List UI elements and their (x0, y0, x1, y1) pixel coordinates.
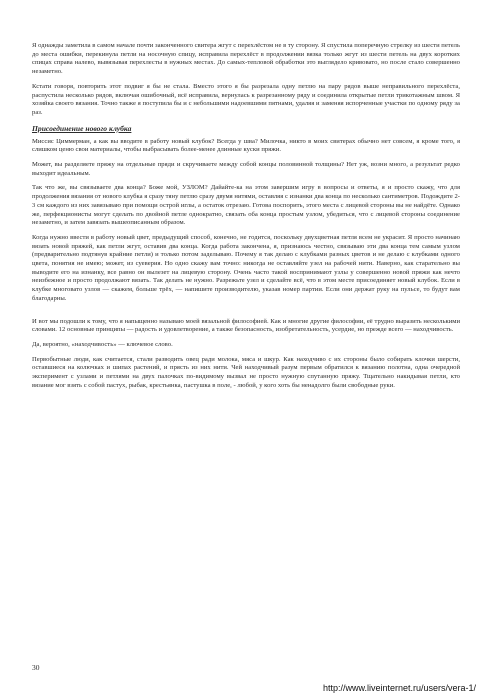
watermark-url: http://www.liveinternet.ru/users/vera-1/ (322, 683, 476, 693)
paragraph: Я однажды заметила в самом начале почти законченного свитера жгут с перехлёстом не в ту сторону. Я спустила поперечную стрелку из шести петель до места ошибки, перекинула петли на носочную спицу, исправила перехлёст в продолжении вязка только жгут из шести петель на двух коротких спицах справа налево, вывязывая перехлесты в нужных местах. До самых-тепловой обработки это выглядело кривовато, но после стало совершенно незаметно. (32, 42, 460, 76)
page-content (32, 42, 460, 397)
paragraph: Может, вы разделяете пряжу на отдельные пряди и скручиваете между собой концы половинной толщины? Нет уж, возни много, а результат редко выходит идеальным. (32, 161, 460, 177)
paragraph: Кстати говоря, повторить этот подвиг я бы не стала. Вместо этого я бы разрезала одну петлю на пару рядов выше неправильного перехлёста, распустила несколько рядов, включая ошибочный, всё исправила, вернулась к разрезанному ряду и соединила открытые петли трикотажным швом. Я хозяйка своего вязания. Точно также я поступила бы и с небольшими надоевшими пятнами, удаляя и заменяя испорченные участки по одному ряду за раз. (32, 82, 460, 116)
section-heading: Присоединение нового клубка (32, 123, 132, 133)
paragraph: Первобытные люди, как считается, стали разводить овец ради молока, мяса и шкур. Как находчиво с их стороны было собирать клочки шерсти, оставшиеся на колючках и шипах растений, и прясть из них нити. Чей находчивый разум первым обратился к вязанию полотна, одна очередной эксперимент с узлами и петлями на двух палочках по-видимому вызвал не просто нужную спутанную пряжу. Тщательно накидывая петли, кто вязание мог взять с собой пастух, рыбак, крестьянка, пастушка в поле, - любой, у кого хоть бы ненадолго были свободные руки. (32, 355, 460, 389)
paragraph: Миссис Циммерман, а как вы вводите в работу новый клубок? Всегда у шва? Милочка, никто в моих свитерах обычно нет совсем, я кроме того, я слишком ценю свои материалы, чтобы выбрасывать более-менее длинные куски пряжи. (32, 137, 460, 154)
paragraph: Когда нужно ввести в работу новый цвет, предыдущий способ, конечно, не годится, поскольку двухцветная петля всем не украсит. Я просто начинаю вязать новой пряжей, как петли жгут, оставив два конца. Когда работа закончена, я, признаюсь честно, связываю эти два конца тем самым узлом (предварительно подтянув крайние петли) и только потом заделываю. Почему я так делаю с клубками разных цветов и не делаю с клубками одного цвета, понятия не имею; может, из суеверия. Но одно скажу вам точно: никогда не оставляйте узел на рабочей нити. Наверно, как старательно вы выводите его на изнанку, все равно он вылезет на лицевую сторону. Очень часто такой воспринимают узлы у совершенно новой пряжи как нечто неизбежное и просто продолжают вязать. Так делать не нужно. Разрежьте узел и сделайте всё, что в этом месте присоединяет новый клубок. Если в клубке многовато узлов — скажем, больше трёх, — напишите производителю, указав номер партии. Если они держат руку на пульсе, то будут вам благодарны. (32, 233, 460, 302)
paragraph: Да, вероятно, «находчивость» — ключевое слово. (32, 340, 173, 348)
spacer (32, 310, 460, 318)
page-number: 30 (32, 663, 40, 672)
paragraph: И вот мы подошли к тому, что я напыщенно называю моей вязальной философией. Как и многие другие философии, её трудно выразить несколькими словами. 12 основные принципы — радость и удовлетворение, а также безопасность, изобретательность, усердие, но прежде всего — находчивость. (32, 317, 460, 334)
paragraph: Так что же, вы связываете два конца? Боже мой, УЗЛОМ? Дайайте-ка на этом завершим игру в вопросы и ответы, я и просто скажу, что для продолжения вязания от нового клубка я сразу тяну петлю сразу двумя нитями, оставляя с изнанки два конца по несколько сантиметров. Подождите 2-3 см каждого из них завязываю при помощи острой иглы, а остаток отрезаю. Готова поспорить, этого места с лицевой стороны вы не найдёте. Однако же, перфекционисты могут сделать по двойной петле однократно, связать оба конца простым узлом, убедиться, что с лицевой стороны соединение незаметно, и затем завязать вышеописанным образом. (32, 184, 460, 227)
